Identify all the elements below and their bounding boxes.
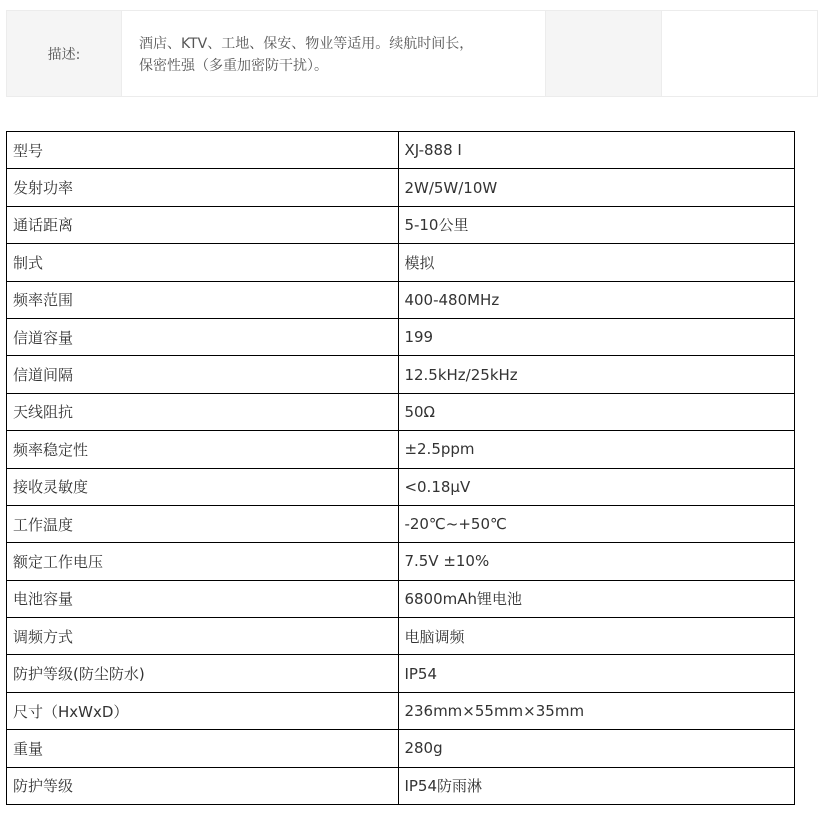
- table-row: [7, 206, 795, 243]
- table-row: [7, 767, 795, 804]
- spec-label: 通话距离: [7, 206, 399, 243]
- table-row: [7, 580, 795, 617]
- spec-value: -20℃~+50℃: [399, 505, 795, 542]
- table-row: [7, 318, 795, 355]
- table-row: [7, 244, 795, 281]
- table-row: [7, 468, 795, 505]
- spec-value: 模拟: [399, 244, 795, 281]
- spec-label: 信道间隔: [7, 356, 399, 393]
- spec-label: 频率范围: [7, 281, 399, 318]
- spec-label: 防护等级: [7, 767, 399, 804]
- spec-label: 电池容量: [7, 580, 399, 617]
- spec-label: 重量: [7, 730, 399, 767]
- table-row: [7, 730, 795, 767]
- table-row: [7, 281, 795, 318]
- spec-label: 制式: [7, 244, 399, 281]
- spec-label: 尺寸（HxWxD）: [7, 692, 399, 729]
- spec-label: 天线阻抗: [7, 393, 399, 430]
- spec-label: 频率稳定性: [7, 431, 399, 468]
- table-row: [7, 692, 795, 729]
- spec-value: ±2.5ppm: [399, 431, 795, 468]
- spec-label: 接收灵敏度: [7, 468, 399, 505]
- spec-value: 400-480MHz: [399, 281, 795, 318]
- spec-value: 6800mAh锂电池: [399, 580, 795, 617]
- spec-value: 2W/5W/10W: [399, 169, 795, 206]
- table-row: [7, 393, 795, 430]
- spec-label: 防护等级(防尘防水): [7, 655, 399, 692]
- spec-value: 236mm×55mm×35mm: [399, 692, 795, 729]
- spec-value: IP54: [399, 655, 795, 692]
- spec-value: XJ-888 Ⅰ: [399, 132, 795, 169]
- table-row: [7, 132, 795, 169]
- table-row: [7, 356, 795, 393]
- table-row: [7, 169, 795, 206]
- spec-label: 额定工作电压: [7, 543, 399, 580]
- description-label: 描述:: [7, 11, 122, 96]
- spec-value: 5-10公里: [399, 206, 795, 243]
- spec-label: 型号: [7, 132, 399, 169]
- spec-label: 工作温度: [7, 505, 399, 542]
- description-line-2: 保密性强（多重加密防干扰）。: [139, 58, 328, 74]
- description-panel: [6, 10, 818, 97]
- spec-value: 电脑调频: [399, 618, 795, 655]
- spec-value: <0.18μV: [399, 468, 795, 505]
- spec-table: [6, 131, 795, 805]
- description-empty-cell: [545, 11, 662, 96]
- table-row: [7, 543, 795, 580]
- spec-value: IP54防雨淋: [399, 767, 795, 804]
- table-row: [7, 618, 795, 655]
- spec-label: 信道容量: [7, 318, 399, 355]
- table-row: [7, 505, 795, 542]
- spec-value: 50Ω: [399, 393, 795, 430]
- spec-value: 7.5V ±10%: [399, 543, 795, 580]
- table-row: [7, 655, 795, 692]
- spec-label: 调频方式: [7, 618, 399, 655]
- description-line-1: 酒店、KTV、工地、保安、物业等适用。续航时间长，: [139, 36, 474, 52]
- spec-value: 12.5kHz/25kHz: [399, 356, 795, 393]
- spec-value: 199: [399, 318, 795, 355]
- spec-label: 发射功率: [7, 169, 399, 206]
- description-text: [122, 11, 545, 96]
- spec-value: 280g: [399, 730, 795, 767]
- table-row: [7, 431, 795, 468]
